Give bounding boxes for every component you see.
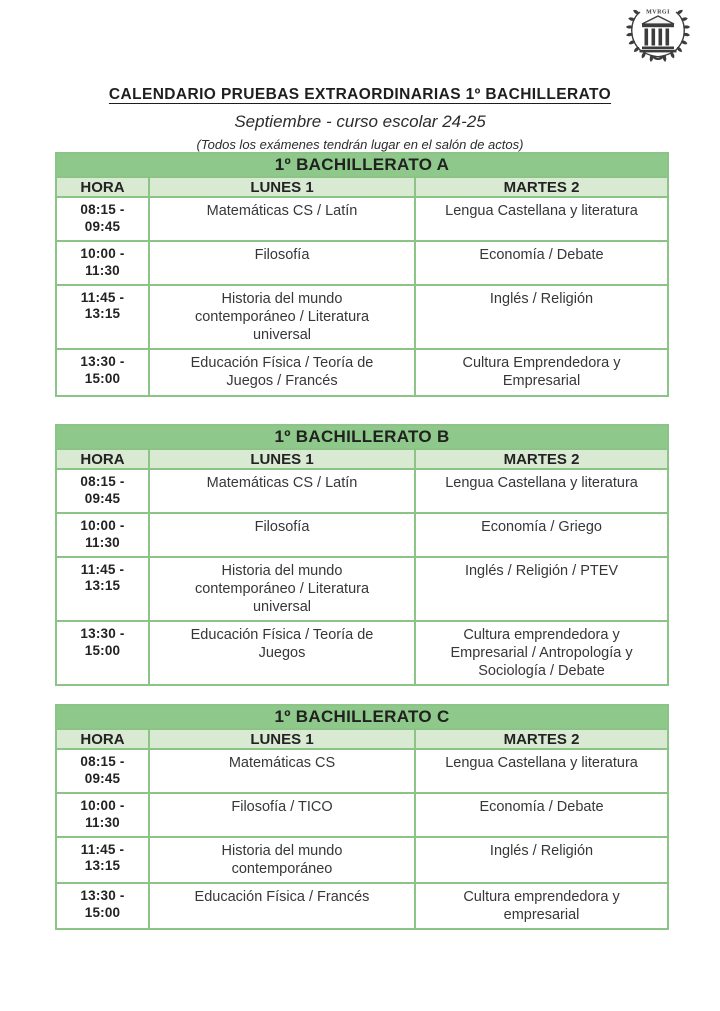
cell-martes: Inglés / Religión / PTEV	[415, 557, 668, 621]
cell-hora: 13:30 - 15:00	[56, 349, 149, 396]
table-row	[56, 469, 668, 513]
table-row	[56, 749, 668, 793]
column-header-lunes: LUNES 1	[149, 729, 415, 749]
column-header-hora: HORA	[56, 449, 149, 469]
school-crest-logo	[616, 4, 700, 64]
cell-lunes: Educación Física / Teoría de Juegos / Francés	[149, 349, 415, 396]
cell-lunes: Filosofía / TICO	[149, 793, 415, 837]
column-header-lunes: LUNES 1	[149, 449, 415, 469]
table-row	[56, 883, 668, 929]
table-title-row	[56, 705, 668, 729]
table-row	[56, 837, 668, 883]
cell-martes: Cultura emprendedora y Empresarial / Antropología y Sociología / Debate	[415, 621, 668, 685]
cell-martes: Cultura emprendedora y empresarial	[415, 883, 668, 929]
document-title: CALENDARIO PRUEBAS EXTRAORDINARIAS 1º BACHILLERATO	[108, 86, 612, 103]
cell-lunes: Historia del mundo contemporáneo / Literatura universal	[149, 285, 415, 349]
cell-lunes: Historia del mundo contemporáneo / Literatura universal	[149, 557, 415, 621]
cell-lunes: Matemáticas CS / Latín	[149, 469, 415, 513]
cell-lunes: Matemáticas CS	[149, 749, 415, 793]
cell-martes: Inglés / Religión	[415, 837, 668, 883]
table-row	[56, 349, 668, 396]
schedule-table-bachillerato-c	[55, 704, 669, 930]
table-row	[56, 241, 668, 285]
table-title: 1º BACHILLERATO B	[56, 425, 668, 449]
table-row	[56, 793, 668, 837]
table-row	[56, 557, 668, 621]
column-header-martes: MARTES 2	[415, 449, 668, 469]
document-note: (Todos los exámenes tendrán lugar en el salón de actos)	[196, 137, 524, 152]
cell-lunes: Filosofía	[149, 513, 415, 557]
table-row	[56, 513, 668, 557]
cell-martes: Lengua Castellana y literatura	[415, 197, 668, 241]
cell-martes: Economía / Debate	[415, 241, 668, 285]
cell-martes: Cultura Emprendedora y Empresarial	[415, 349, 668, 396]
cell-hora: 08:15 - 09:45	[56, 749, 149, 793]
cell-hora: 11:45 - 13:15	[56, 285, 149, 349]
table-title-row	[56, 153, 668, 177]
column-header-row	[56, 729, 668, 749]
column-header-lunes: LUNES 1	[149, 177, 415, 197]
cell-hora: 08:15 - 09:45	[56, 197, 149, 241]
cell-hora: 10:00 - 11:30	[56, 793, 149, 837]
table-title: 1º BACHILLERATO C	[56, 705, 668, 729]
cell-hora: 10:00 - 11:30	[56, 241, 149, 285]
table-row	[56, 285, 668, 349]
schedule-table-bachillerato-a	[55, 152, 669, 397]
table-title-row	[56, 425, 668, 449]
cell-hora: 11:45 - 13:15	[56, 837, 149, 883]
cell-hora: 08:15 - 09:45	[56, 469, 149, 513]
temple-icon	[640, 10, 677, 53]
table-title: 1º BACHILLERATO A	[56, 153, 668, 177]
cell-hora: 11:45 - 13:15	[56, 557, 149, 621]
column-header-row	[56, 177, 668, 197]
crest-motto: MVRGI	[646, 9, 670, 16]
cell-lunes: Matemáticas CS / Latín	[149, 197, 415, 241]
cell-martes: Lengua Castellana y literatura	[415, 469, 668, 513]
cell-lunes: Educación Física / Francés	[149, 883, 415, 929]
column-header-row	[56, 449, 668, 469]
schedule-table-bachillerato-b	[55, 424, 669, 686]
cell-martes: Lengua Castellana y literatura	[415, 749, 668, 793]
cell-lunes: Historia del mundo contemporáneo	[149, 837, 415, 883]
column-header-martes: MARTES 2	[415, 729, 668, 749]
column-header-martes: MARTES 2	[415, 177, 668, 197]
column-header-hora: HORA	[56, 177, 149, 197]
document-subtitle: Septiembre - curso escolar 24-25	[234, 112, 486, 131]
cell-lunes: Filosofía	[149, 241, 415, 285]
cell-martes: Inglés / Religión	[415, 285, 668, 349]
cell-martes: Economía / Griego	[415, 513, 668, 557]
table-row	[56, 197, 668, 241]
cell-martes: Economía / Debate	[415, 793, 668, 837]
column-header-hora: HORA	[56, 729, 149, 749]
cell-lunes: Educación Física / Teoría de Juegos	[149, 621, 415, 685]
table-row	[56, 621, 668, 685]
cell-hora: 13:30 - 15:00	[56, 621, 149, 685]
cell-hora: 10:00 - 11:30	[56, 513, 149, 557]
cell-hora: 13:30 - 15:00	[56, 883, 149, 929]
